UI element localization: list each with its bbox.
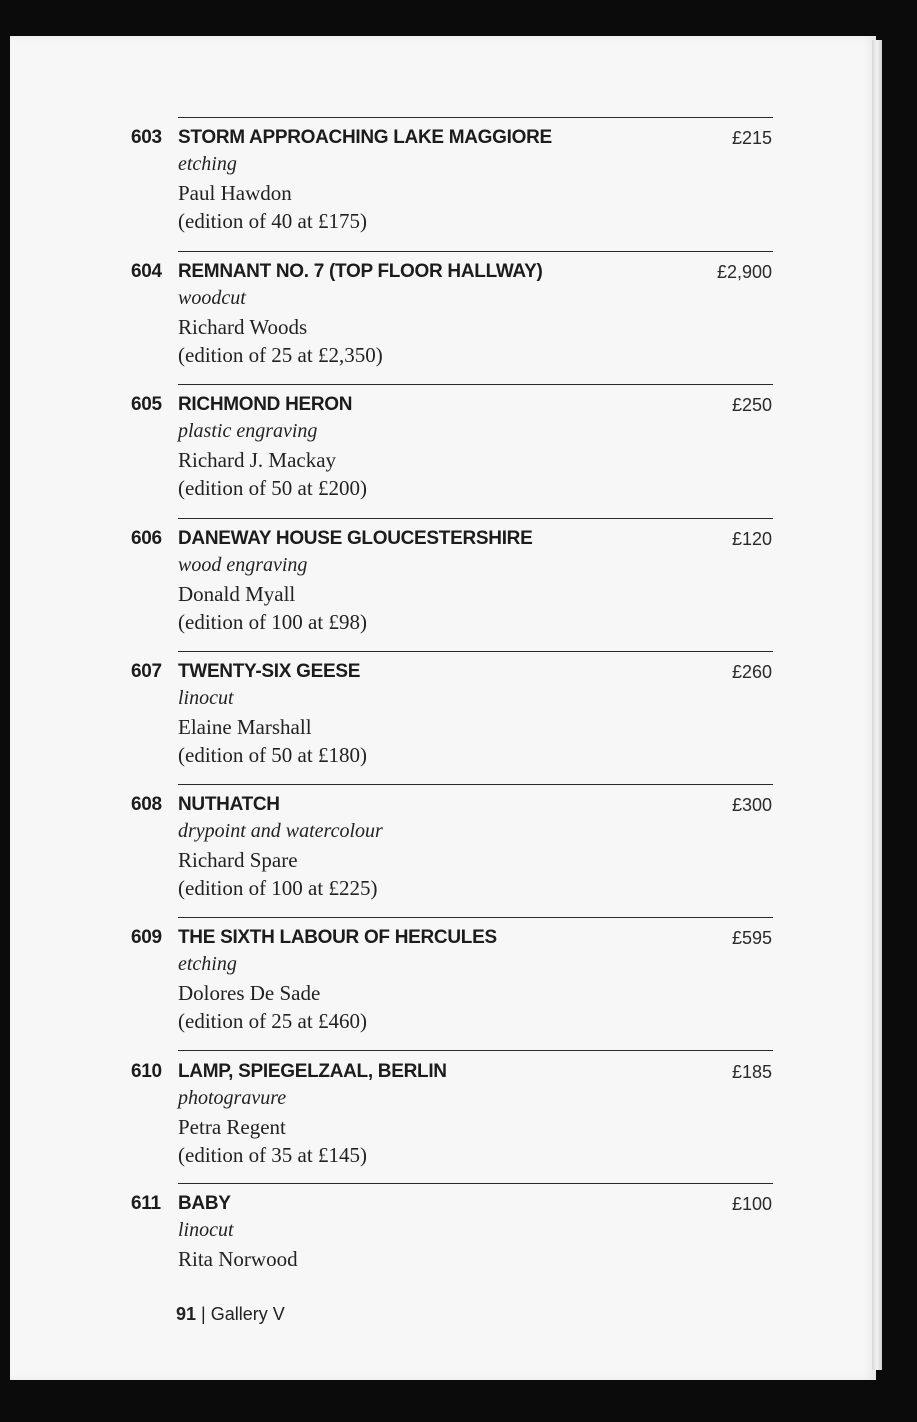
entry-title: RICHMOND HERON [178, 394, 353, 415]
entry-artist: Petra Regent [178, 1115, 286, 1139]
entry-medium: plastic engraving [178, 420, 318, 442]
entry-number: 608 [131, 794, 162, 815]
catalogue-entry [0, 927, 917, 1057]
entry-medium: etching [178, 953, 237, 975]
entry-medium: wood engraving [178, 554, 308, 576]
entry-title: REMNANT NO. 7 (TOP FLOOR HALLWAY) [178, 261, 543, 282]
entry-price: £595 [731, 928, 772, 948]
entry-artist: Donald Myall [178, 582, 296, 606]
page-footer [176, 1304, 285, 1325]
entry-edition: (edition of 25 at £2,350) [178, 343, 383, 367]
entry-artist: Richard J. Mackay [178, 448, 337, 472]
catalogue-entry [0, 261, 917, 391]
entry-number: 604 [131, 261, 162, 282]
entry-title: NUTHATCH [178, 794, 280, 815]
entry-edition: (edition of 50 at £200) [178, 476, 367, 500]
entry-artist: Richard Spare [178, 848, 298, 872]
divider-rule [178, 117, 773, 118]
entry-price: £2,900 [716, 262, 772, 282]
entry-number: 606 [131, 528, 162, 549]
entry-price: £250 [731, 395, 772, 415]
entry-number: 611 [131, 1193, 161, 1214]
entry-medium: photogravure [178, 1087, 287, 1109]
entry-number: 603 [131, 127, 162, 148]
catalogue-entry [0, 127, 917, 257]
section-name: Gallery V [210, 1304, 285, 1324]
entry-price: £260 [731, 662, 772, 682]
entry-artist: Richard Woods [178, 315, 308, 339]
entry-price: £300 [731, 795, 772, 815]
entry-medium: woodcut [178, 287, 246, 309]
entry-artist: Dolores De Sade [178, 981, 321, 1005]
entry-artist: Elaine Marshall [178, 715, 312, 739]
entry-title: TWENTY-SIX GEESE [178, 661, 361, 682]
entry-medium: linocut [178, 687, 234, 709]
entry-edition: (edition of 100 at £98) [178, 610, 367, 634]
entry-title: THE SIXTH LABOUR OF HERCULES [178, 927, 497, 948]
entry-medium: drypoint and watercolour [178, 820, 383, 842]
entry-edition: (edition of 50 at £180) [178, 743, 367, 767]
catalogue-entry [0, 528, 917, 658]
entry-medium: linocut [178, 1219, 234, 1241]
entry-edition: (edition of 100 at £225) [178, 876, 378, 900]
entry-edition: (edition of 35 at £145) [178, 1143, 367, 1167]
catalogue-entry [0, 794, 917, 924]
page-number: 91 [176, 1304, 197, 1324]
entry-artist: Paul Hawdon [178, 181, 292, 205]
entry-title: DANEWAY HOUSE GLOUCESTERSHIRE [178, 528, 533, 549]
entry-title: LAMP, SPIEGELZAAL, BERLIN [178, 1061, 447, 1082]
entry-edition: (edition of 25 at £460) [178, 1009, 367, 1033]
entry-number: 607 [131, 661, 162, 682]
entry-price: £100 [731, 1194, 772, 1214]
entry-price: £185 [731, 1062, 772, 1082]
entry-number: 609 [131, 927, 162, 948]
catalogue-entry [0, 394, 917, 524]
footer-separator: | [201, 1304, 206, 1324]
catalogue-entry [0, 1061, 917, 1191]
entry-artist: Rita Norwood [178, 1247, 298, 1271]
catalogue-entry [0, 661, 917, 791]
entry-number: 605 [131, 394, 162, 415]
entry-title: STORM APPROACHING LAKE MAGGIORE [178, 127, 552, 148]
entry-title: BABY [178, 1193, 231, 1214]
entry-price: £120 [731, 529, 772, 549]
catalogue-entry [0, 1193, 917, 1323]
entry-medium: etching [178, 153, 237, 175]
entry-number: 610 [131, 1061, 162, 1082]
entry-price: £215 [731, 128, 772, 148]
entry-edition: (edition of 40 at £175) [178, 209, 367, 233]
